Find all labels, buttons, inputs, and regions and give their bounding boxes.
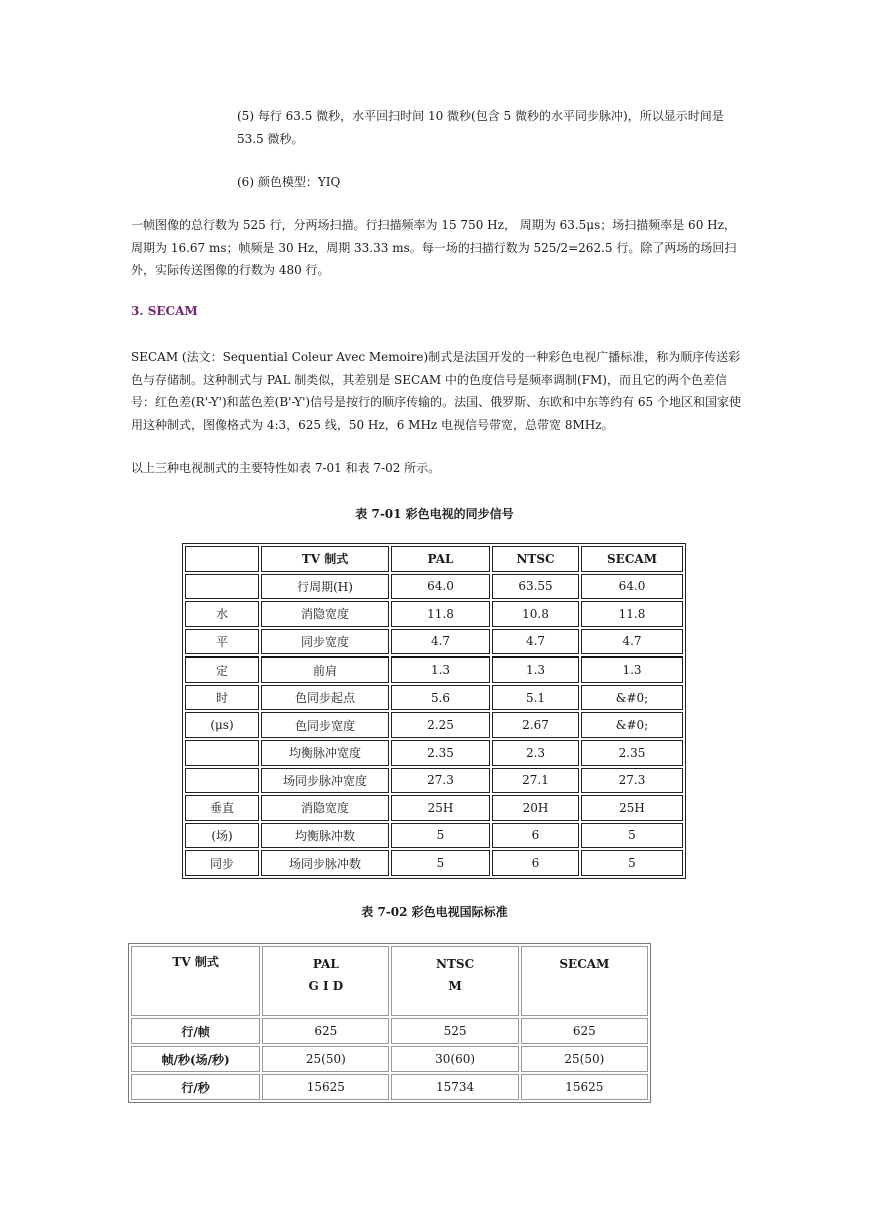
table-cell: 6 [492, 850, 579, 876]
row-parameter: 前肩 [261, 656, 389, 683]
table-cell: 525 [391, 1018, 518, 1044]
table-cell: 2.3 [492, 740, 579, 766]
table-cell: 5.1 [492, 685, 579, 711]
table-cell: 25H [581, 795, 683, 821]
table-cell: 27.1 [492, 768, 579, 794]
table-cell: 15625 [521, 1074, 648, 1100]
row-parameter: 行周期(H) [261, 574, 389, 600]
column-header [521, 946, 648, 1016]
table-cell: 625 [262, 1018, 389, 1044]
table-cell: 10.8 [492, 601, 579, 627]
row-parameter: 场同步脉冲数 [261, 850, 389, 876]
row-group-label: 垂直 [185, 795, 259, 821]
standard-subtype: G I D [308, 979, 344, 993]
table-cell: 63.55 [492, 574, 579, 600]
table-cell: 64.0 [581, 574, 683, 600]
table-cell: 27.3 [581, 768, 683, 794]
international-standard-table [128, 943, 651, 1103]
paragraph-ntsc-summary: 一帧图像的总行数为 525 行，分两场扫描。行扫描频率为 15 750 Hz， 周期为 63.5μs；场扫描频率是 60 Hz，周期为 16.67 ms；帧频是 30 Hz，周期 33.33 ms。每一场的扫描行数为 525/2=262.5 行。除了两场的场回扫外，实际传送图像的行数为 480 行。 [131, 218, 737, 277]
table2-caption: 表 7-02 彩色电视国际标准 [361, 905, 508, 919]
table-cell: 4.7 [391, 629, 490, 655]
table-cell: 5.6 [391, 685, 490, 711]
table-row [185, 712, 683, 738]
table-cell: &#0; [581, 712, 683, 738]
paragraph-item-5: (5) 每行 63.5 微秒，水平回扫时间 10 微秒(包含 5 微秒的水平同步脉冲)，所以显示时间是 53.5 微秒。 [237, 109, 724, 146]
table-cell: 2.35 [391, 740, 490, 766]
row-group-label: 平 [185, 629, 259, 655]
row-parameter: 场同步脉冲宽度 [261, 768, 389, 794]
table-cell: 11.8 [581, 601, 683, 627]
column-header: TV 制式 [131, 946, 260, 1016]
table-cell: 30(60) [391, 1046, 518, 1072]
row-group-label: 定 [185, 656, 259, 683]
row-group-label: 水 [185, 601, 259, 627]
row-parameter: 色同步宽度 [261, 712, 389, 738]
paragraph-item-6: (6) 颜色模型：YIQ [237, 175, 341, 189]
table-header-row [185, 546, 683, 572]
table-row [185, 850, 683, 876]
table-cell: 64.0 [391, 574, 490, 600]
column-header: NTSC [492, 546, 579, 572]
row-label: 帧/秒(场/秒) [131, 1046, 260, 1072]
column-header [185, 546, 259, 572]
table-cell: 2.67 [492, 712, 579, 738]
table1-caption: 表 7-01 彩色电视的同步信号 [355, 507, 514, 521]
table-row [185, 823, 683, 849]
table-cell: 1.3 [581, 656, 683, 683]
table-cell: 20H [492, 795, 579, 821]
table-row [185, 629, 683, 655]
row-parameter: 色同步起点 [261, 685, 389, 711]
column-header: TV 制式 [261, 546, 389, 572]
table-cell: 5 [391, 850, 490, 876]
table-cell: &#0; [581, 685, 683, 711]
row-parameter: 均衡脉冲数 [261, 823, 389, 849]
row-group-label: (场) [185, 823, 259, 849]
table-row [131, 1018, 648, 1044]
table-cell: 11.8 [391, 601, 490, 627]
row-label: 行/帧 [131, 1018, 260, 1044]
table-cell: 2.25 [391, 712, 490, 738]
row-parameter: 消隐宽度 [261, 601, 389, 627]
row-group-label [185, 768, 259, 794]
table-cell: 5 [581, 850, 683, 876]
table-cell: 27.3 [391, 768, 490, 794]
standard-name: NTSC [436, 957, 475, 971]
row-parameter: 消隐宽度 [261, 795, 389, 821]
table-cell: 1.3 [391, 656, 490, 683]
column-header [262, 946, 389, 1016]
row-parameter: 同步宽度 [261, 629, 389, 655]
column-header: SECAM [581, 546, 683, 572]
paragraph-secam-description: SECAM (法文：Sequential Coleur Avec Memoire)制式是法国开发的一种彩色电视广播标准，称为顺序传送彩色与存储制。这种制式与 PAL 制类似，其差别是 SECAM 中的色度信号是频率调制(FM)，而且它的两个色差信号：红色差(R'-Y')和蓝色差(B'-Y')信号是按行的顺序传输的。法国、俄罗斯、东欧和中东等约有 65 个地区和国家使用这种制式，图像格式为 4:3，625 线，50 Hz，6 MHz 电视信号带宽，总带宽 8MHz。 [131, 350, 741, 432]
column-header: PAL [391, 546, 490, 572]
table-row [185, 740, 683, 766]
table-cell: 25(50) [521, 1046, 648, 1072]
table-cell: 6 [492, 823, 579, 849]
table-row [185, 656, 683, 683]
table-cell: 15625 [262, 1074, 389, 1100]
table-cell: 625 [521, 1018, 648, 1044]
table-row [185, 768, 683, 794]
row-parameter: 均衡脉冲宽度 [261, 740, 389, 766]
standard-subtype: M [448, 979, 462, 993]
table-cell: 5 [391, 823, 490, 849]
section-heading-secam: 3. SECAM [131, 304, 198, 318]
table-row [185, 601, 683, 627]
row-label: 行/秒 [131, 1074, 260, 1100]
table-cell: 4.7 [581, 629, 683, 655]
table-row [185, 685, 683, 711]
table-row [185, 795, 683, 821]
row-group-label [185, 574, 259, 600]
standard-name: PAL [312, 957, 339, 971]
table-cell: 15734 [391, 1074, 518, 1100]
table-cell: 25H [391, 795, 490, 821]
row-group-label: 同步 [185, 850, 259, 876]
table-cell: 5 [581, 823, 683, 849]
table-cell: 1.3 [492, 656, 579, 683]
table-cell: 2.35 [581, 740, 683, 766]
table-cell: 4.7 [492, 629, 579, 655]
standard-name: SECAM [559, 957, 610, 971]
row-group-label [185, 740, 259, 766]
table-row [185, 574, 683, 600]
table-row [131, 1074, 648, 1100]
column-header [391, 946, 518, 1016]
table-row [131, 1046, 648, 1072]
table-cell: 25(50) [262, 1046, 389, 1072]
table-header-row [131, 946, 648, 1016]
paragraph-table-intro: 以上三种电视制式的主要特性如表 7-01 和表 7-02 所示。 [131, 461, 441, 475]
row-group-label: 时 [185, 685, 259, 711]
row-group-label: (μs) [185, 712, 259, 738]
sync-signal-table [182, 543, 686, 879]
